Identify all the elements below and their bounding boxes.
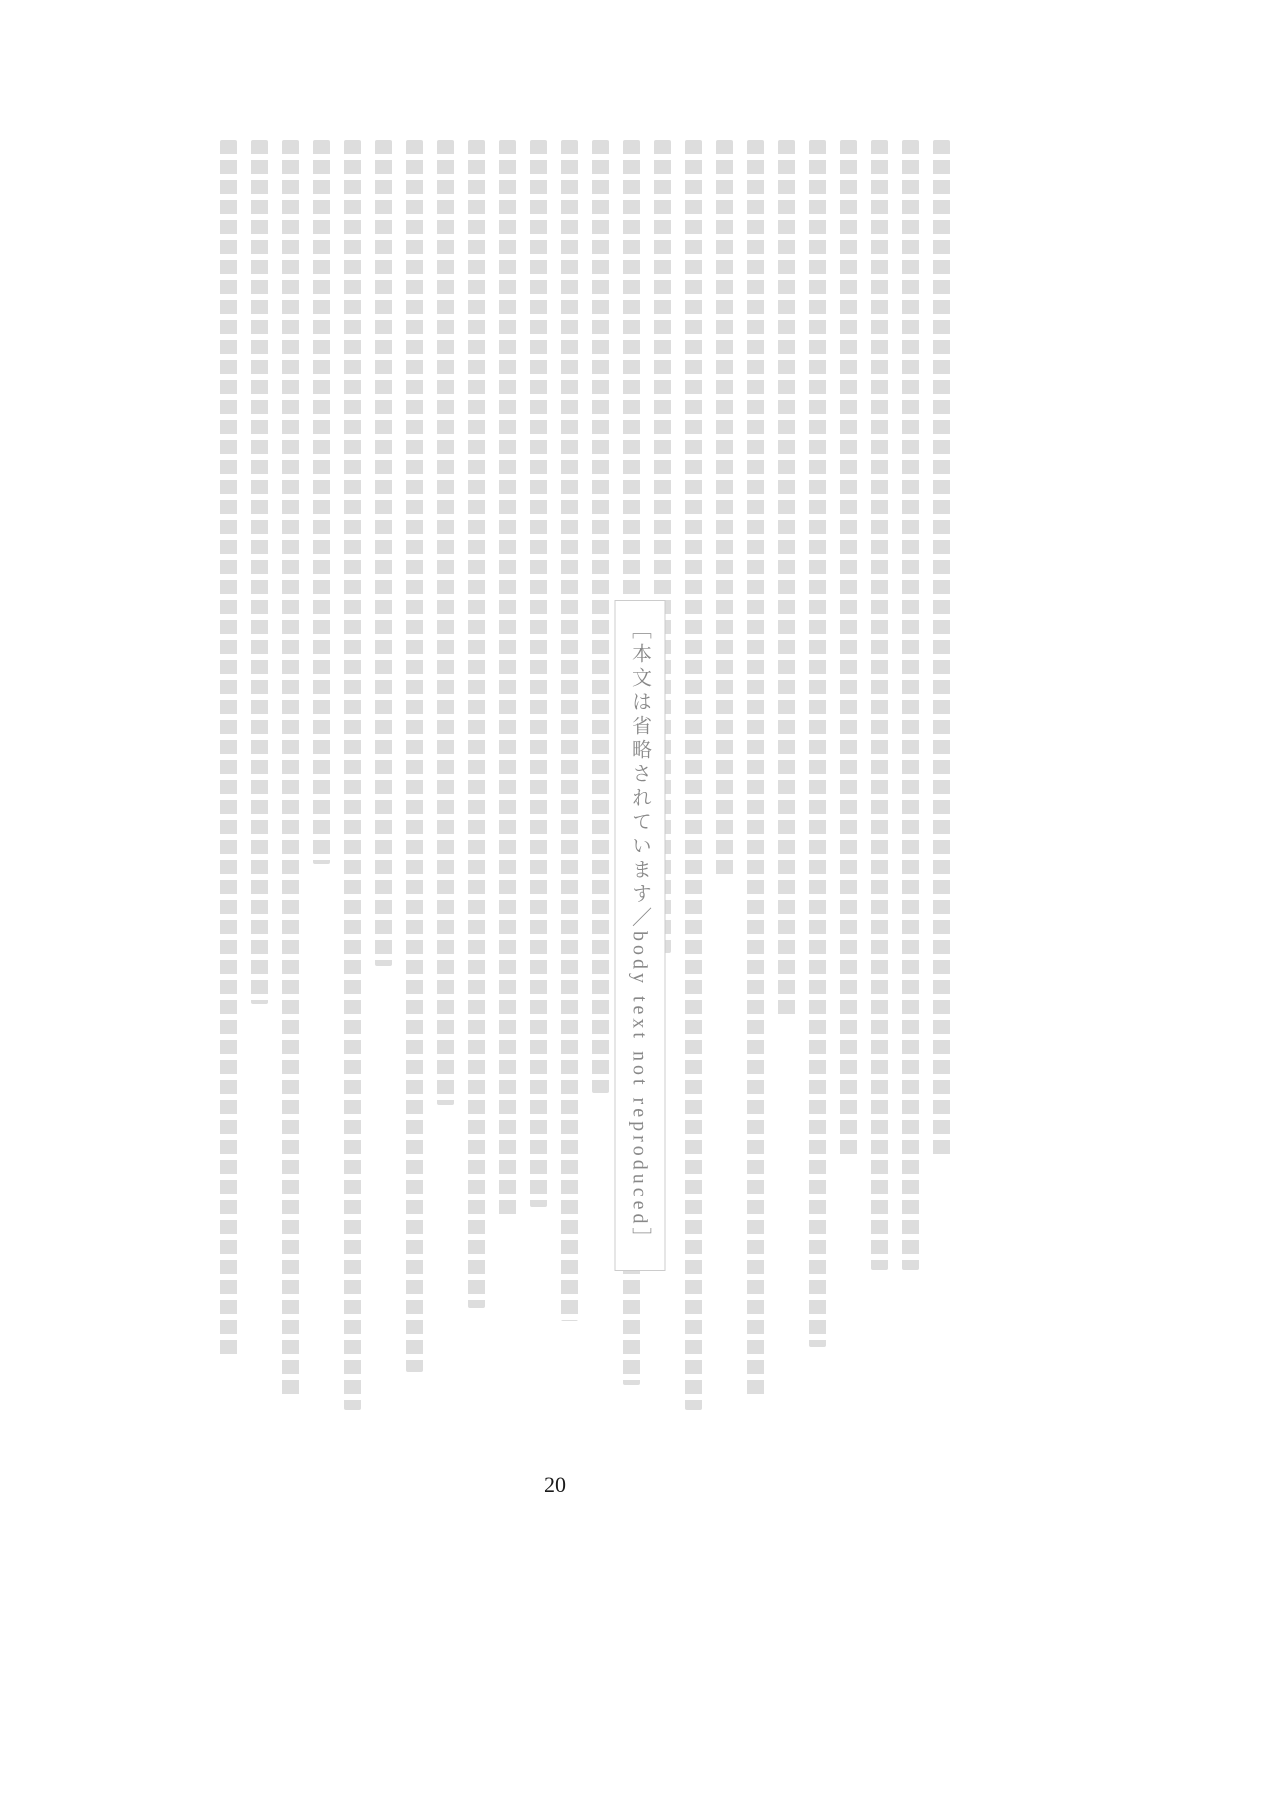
redacted-text-column (592, 140, 609, 1093)
redacted-text-column (561, 140, 578, 1321)
redacted-text-column (344, 140, 361, 1410)
redacted-text-column (809, 140, 826, 1347)
page-number: 20 (544, 1472, 566, 1497)
redacted-text-column (530, 140, 547, 1207)
redacted-text-column (282, 140, 299, 1397)
redacted-text-column (778, 140, 795, 1016)
redacted-text-column (685, 140, 702, 1410)
redacted-text-column (716, 140, 733, 877)
redacted-text-column (251, 140, 268, 1004)
redacted-text-column (406, 140, 423, 1372)
redacted-text-column (468, 140, 485, 1308)
redacted-text-column (375, 140, 392, 966)
body-text-region (220, 140, 950, 1410)
redaction-notice: ［本文は省略されています／body text not reproduced］ (615, 600, 666, 1271)
redacted-text-column (871, 140, 888, 1270)
redacted-text-column (313, 140, 330, 864)
redacted-text-column (499, 140, 516, 1220)
redacted-text-column (902, 140, 919, 1270)
redacted-text-column (437, 140, 454, 1105)
redacted-text-column (220, 140, 237, 1359)
redacted-text-column (933, 140, 950, 1156)
redacted-text-column (747, 140, 764, 1397)
redacted-text-column (840, 140, 857, 1156)
